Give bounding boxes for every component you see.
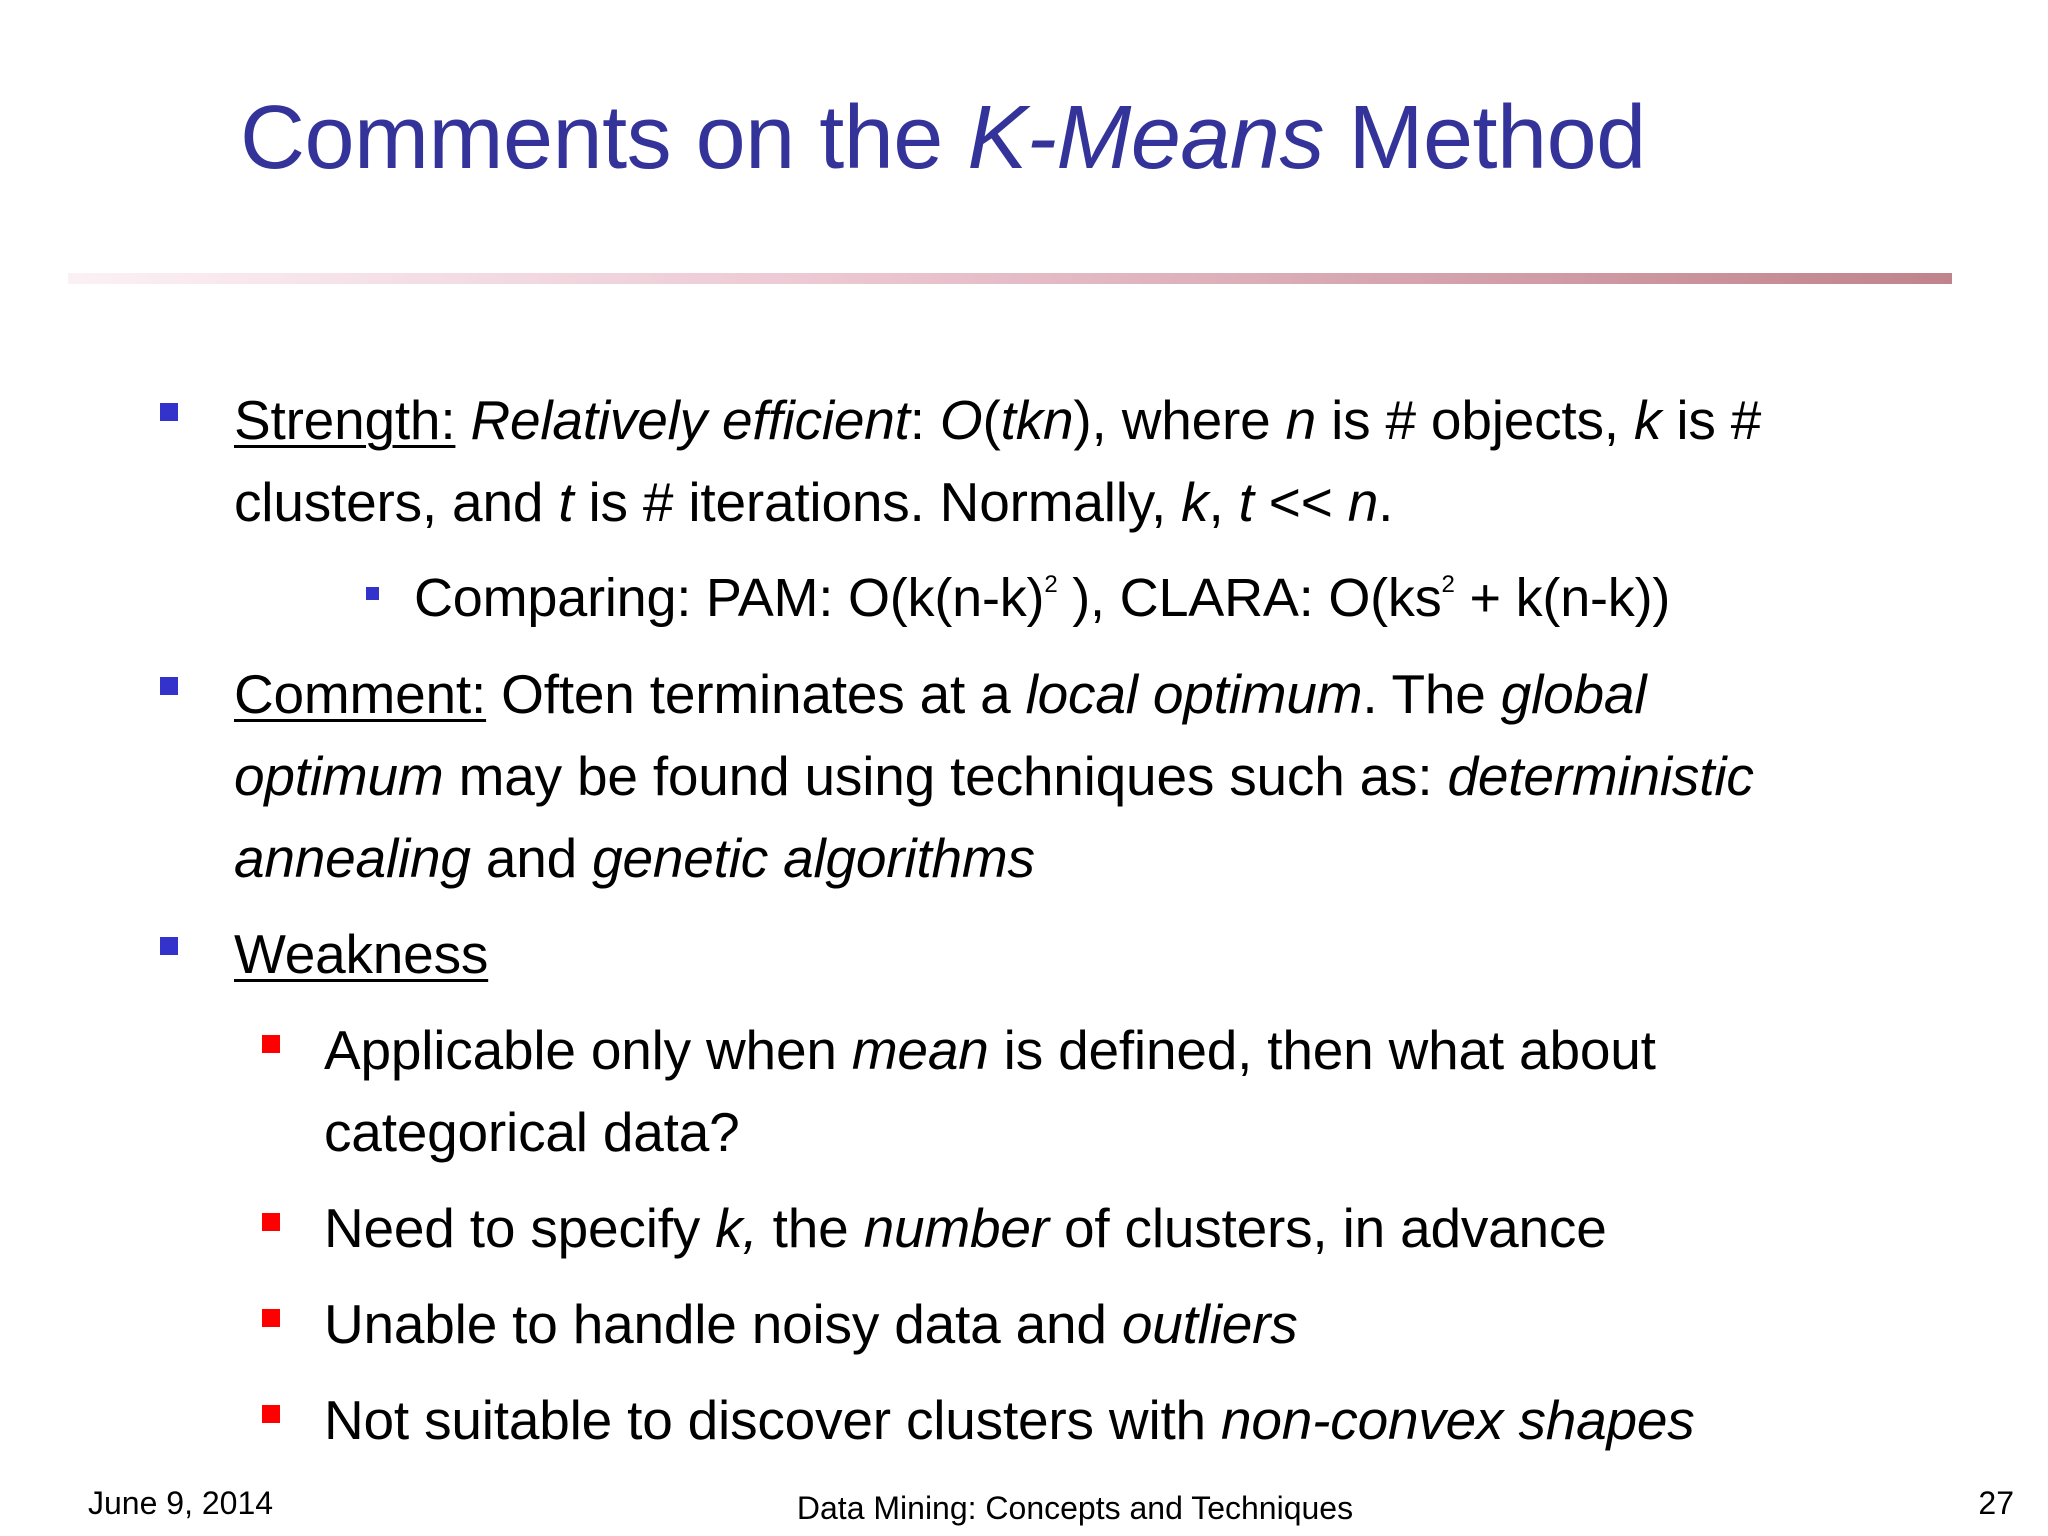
- strength-label: Strength:: [234, 389, 456, 451]
- footer-date: June 9, 2014: [88, 1485, 274, 1521]
- bullet-weakness-1: [262, 1035, 280, 1053]
- footer-title: Data Mining: Concepts and Techniques: [796, 1490, 1354, 1526]
- weakness-item-1-line-2: categorical data?: [324, 1101, 740, 1163]
- comment-line-3: annealing and genetic algorithms: [234, 827, 1035, 889]
- weakness-item-1-line-1: Applicable only when mean is defined, then what about: [324, 1019, 1656, 1081]
- title-divider: [68, 273, 1952, 284]
- bullet-weakness-2: [262, 1213, 280, 1231]
- slide-title: Comments on the K-Means Method: [240, 88, 1646, 188]
- comparing-line: Comparing: PAM: $O(k(n-k)^2$ ), CLARA: $O(ks^2 + k(n-k))$: [414, 568, 1671, 628]
- bullet-weakness-4: [262, 1405, 280, 1423]
- weakness-item-4: Not suitable to discover clusters with non-convex shapes: [324, 1389, 1695, 1451]
- weakness-item-2: Need to specify k, the number of clusters, in advance: [324, 1197, 1607, 1259]
- strength-line-1: Strength: Relatively efficient: O(tkn), where n is # objects, k is #: [234, 389, 1762, 451]
- bullet-comparing: [366, 587, 379, 600]
- comment-line-2: optimum may be found using techniques such as: deterministic: [234, 745, 1754, 807]
- footer-page-number: 27: [1978, 1485, 2014, 1521]
- bullet-weakness-3: [262, 1309, 280, 1327]
- bullet-weakness: [160, 937, 178, 955]
- comment-label: Comment:: [234, 663, 487, 725]
- comment-line-1: Comment: Often terminates at a local optimum. The global: [234, 663, 1647, 725]
- bullet-strength: [160, 403, 178, 421]
- weakness-heading: Weakness: [234, 923, 489, 985]
- weakness-item-3: Unable to handle noisy data and outliers: [324, 1293, 1298, 1355]
- bullet-comment: [160, 677, 178, 695]
- strength-line-2: clusters, and t is # iterations. Normally, k, t << n.: [234, 471, 1394, 533]
